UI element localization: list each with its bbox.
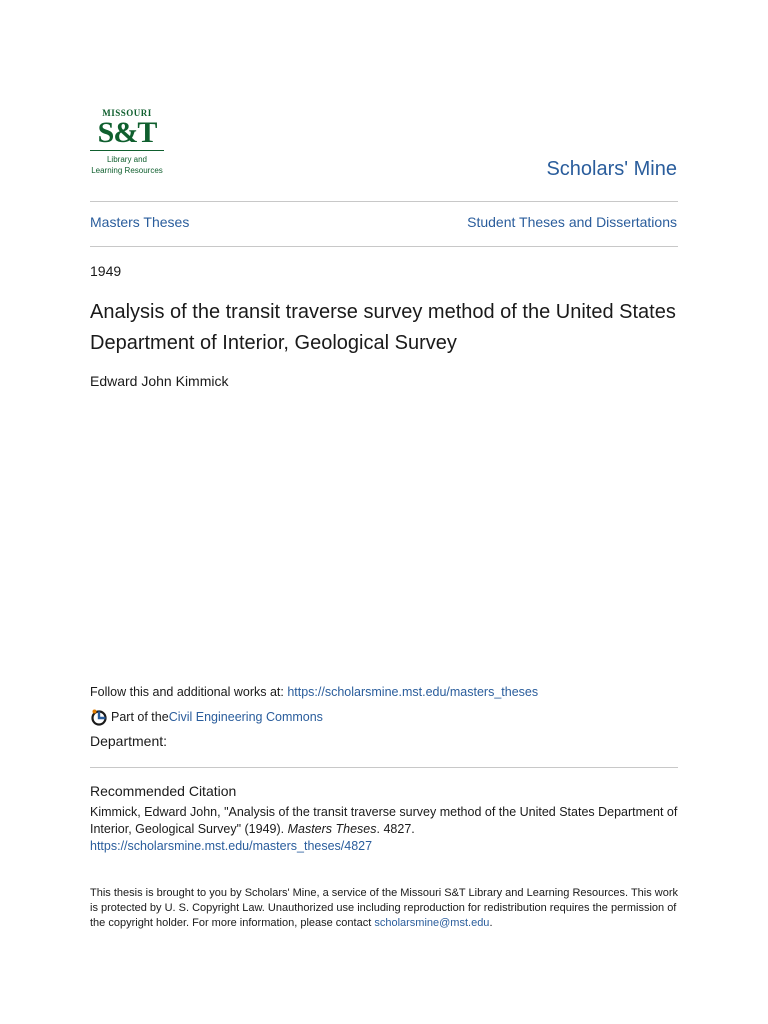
student-theses-link[interactable]: Student Theses and Dissertations: [467, 214, 677, 230]
civil-engineering-commons-link[interactable]: Civil Engineering Commons: [168, 710, 323, 724]
department-label: Department:: [90, 733, 168, 749]
logo-line-1: Library and: [106, 155, 148, 164]
citation-number: . 4827.: [376, 822, 415, 836]
scholars-mine-link[interactable]: Scholars' Mine: [546, 158, 677, 180]
part-of-line: [90, 708, 323, 726]
copyright-notice: [90, 886, 680, 931]
copyright-text: This thesis is brought to you by Scholars' Mine, a service of the Missouri S&T Library and Learning Resources. This work is protected by U. S. Copyright Law. Unauthorized use including reproduction for redistribution requires the permission of the copyright holder. For more information, please contact: [90, 887, 679, 929]
citation-text: [90, 804, 680, 855]
author-name: Edward John Kimmick: [90, 373, 229, 389]
part-of-prefix: Part of the: [111, 710, 169, 724]
copyright-end: .: [489, 917, 493, 929]
citation-divider: [90, 767, 678, 768]
masters-theses-url-link[interactable]: https://scholarsmine.mst.edu/masters_theses: [287, 685, 539, 699]
follow-line: [90, 685, 538, 699]
masters-theses-link[interactable]: Masters Theses: [90, 214, 190, 230]
citation-body: Kimmick, Edward John, "Analysis of the transit traverse survey method of the United States Department of Interior, Geological Survey" (1949).: [90, 805, 678, 836]
follow-prefix: Follow this and additional works at:: [90, 685, 288, 699]
citation-series: Masters Theses: [287, 822, 377, 836]
logo-rule: [90, 150, 164, 151]
top-divider: [90, 201, 678, 202]
logo-line-2: Learning Resources: [91, 166, 163, 175]
citation-url-link[interactable]: https://scholarsmine.mst.edu/masters_theses/4827: [90, 839, 373, 853]
creative-commons-icon: [90, 708, 108, 726]
recommended-citation-heading: Recommended Citation: [90, 783, 237, 799]
library-logo: [90, 108, 164, 184]
publication-year: 1949: [90, 263, 122, 279]
logo-mark: S&T: [97, 116, 157, 149]
contact-email-link[interactable]: scholarsmine@mst.edu: [374, 917, 490, 929]
logo-top-text: MISSOURI: [102, 108, 152, 118]
document-title: Analysis of the transit traverse survey method of the United States Department of Interior, Geological Survey: [90, 301, 676, 354]
nav-divider: [90, 246, 678, 247]
